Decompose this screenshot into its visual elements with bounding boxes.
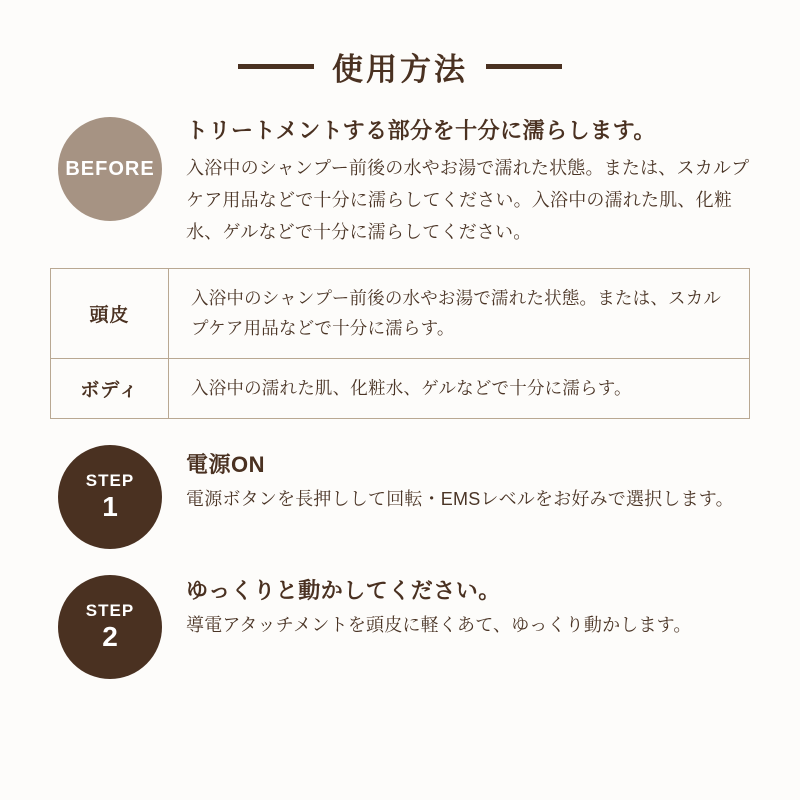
- table-row-value: 入浴中の濡れた肌、化粧水、ゲルなどで十分に濡らす。: [191, 377, 632, 398]
- step-2-badge-number: 2: [102, 621, 118, 653]
- before-badge: [58, 117, 162, 221]
- step-1-badge-number: 1: [102, 491, 118, 523]
- step-1-badge: [58, 445, 162, 549]
- step-2-body: [162, 575, 754, 642]
- table-row-label: 頭皮: [51, 269, 169, 358]
- table-row: [51, 269, 749, 359]
- header-rule-left: [238, 64, 314, 69]
- header-rule-right: [486, 64, 562, 69]
- step-1-body: [162, 445, 754, 516]
- table-row-label: ボディ: [51, 359, 169, 418]
- step-2-title: ゆっくりと動かしてください。: [186, 577, 501, 603]
- step-1-badge-word: STEP: [85, 471, 135, 491]
- step-1-text: 電源ボタンを長押しして回転・EMSレベルをお好みで選択します。: [186, 489, 734, 510]
- step-2-badge-word: STEP: [85, 601, 135, 621]
- step-1-title: 電源ON: [186, 451, 266, 477]
- before-section: [0, 117, 800, 248]
- step-2-badge: [58, 575, 162, 679]
- table-row: [51, 359, 749, 418]
- before-text: 入浴中のシャンプー前後の水やお湯で濡れた状態。または、スカルプケア用品などで十分に濡らしてください。入浴中の濡れた肌、化粧水、ゲルなどで十分に濡らしてください。: [186, 157, 750, 242]
- step-2-text: 導電アタッチメントを頭皮に軽くあて、ゆっくり動かします。: [186, 615, 692, 636]
- step-1-section: [0, 445, 800, 549]
- table-row-value: 入浴中のシャンプー前後の水やお湯で濡れた状態。または、スカルプケア用品などで十分に濡らす。: [191, 287, 722, 339]
- page-header: [0, 0, 800, 89]
- page-title: 使用方法: [332, 52, 468, 87]
- before-body: [162, 117, 754, 248]
- before-title: トリートメントする部分を十分に濡らします。: [186, 118, 656, 143]
- before-badge-label: BEFORE: [65, 158, 155, 180]
- step-2-section: [0, 575, 800, 679]
- usage-table: [50, 268, 750, 419]
